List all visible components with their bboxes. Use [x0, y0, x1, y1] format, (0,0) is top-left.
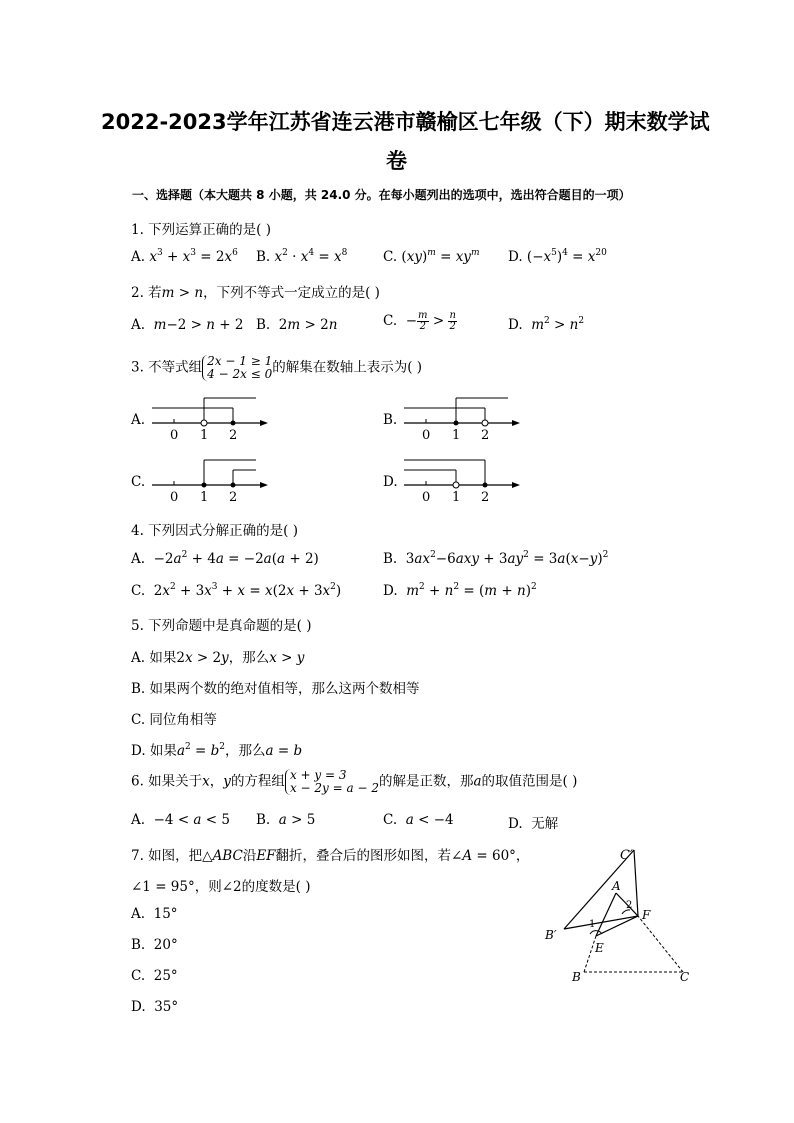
- q6-post1: 的解是正数，那: [378, 773, 474, 790]
- q6-option-a: A. −4 < a < 5: [131, 812, 230, 828]
- q5-a-mid: ，那么: [228, 650, 270, 666]
- q6-post2: 的取值范围是( ): [481, 773, 578, 790]
- question-7-stem-line1: 7. 如图，把△ABC沿EF翻折，叠合后的图形如图，若∠A = 60°，: [131, 848, 530, 864]
- q5-a-pre: A. 如果: [131, 650, 177, 666]
- q4-option-d: D. $m^2 + n^2 = (m + n)^2$: [383, 582, 537, 599]
- q3-option-d-label: D.: [383, 474, 398, 490]
- q6-equation-system: [285, 769, 379, 795]
- q1-b-label: B.: [256, 249, 271, 265]
- label-angle-1: 1: [589, 919, 596, 930]
- q7-option-a: A. 15°: [131, 906, 178, 922]
- question-6-stem: 6. 如果关于x，y的方程组 x + y = 3 x − 2y = a − 2 的解是正数，那a的取值范围是( ): [131, 768, 578, 795]
- q7-option-c: C. 25°: [131, 968, 178, 984]
- q1-a-label: A.: [131, 249, 146, 265]
- q3-option-a-numberline: [148, 393, 270, 445]
- q2-option-d: D. $m^2 > n^2$: [508, 316, 585, 333]
- q1-option-a: A. $x^3 + x^3 = 2x^6$: [131, 248, 238, 265]
- label-c: C: [680, 970, 690, 984]
- q3-pre: 3. 不等式组: [131, 359, 203, 376]
- section-header: 一、选择题（本大题共 8 小题，共 24.0 分。在每小题列出的选项中，选出符合题目的一项）: [132, 188, 631, 202]
- q7-pre: 7. 如图，把: [131, 848, 203, 864]
- q1-d-label: D.: [508, 249, 523, 265]
- q3-post: 的解集在数轴上表示为( ): [272, 359, 423, 376]
- q4-option-c: C. $2x^2 + 3x^3 + x = x(2x + 3x^2)$: [131, 582, 342, 599]
- q3-option-c-label: C.: [131, 474, 146, 490]
- question-2-stem: 2. 若m > n，下列不等式一定成立的是( ): [131, 285, 380, 301]
- q5-option-a: A. 如果2x > 2y，那么x > y: [131, 650, 305, 666]
- tick-2: 2: [229, 428, 238, 443]
- label-c-prime: C′: [620, 848, 633, 863]
- q6-d-text: 无解: [531, 816, 559, 832]
- q3-option-c-numberline: [148, 455, 270, 507]
- q7-mid1: 沿: [242, 848, 257, 864]
- q6-line2: x − 2y = a − 2: [289, 781, 379, 795]
- tick-2: 2: [481, 490, 490, 505]
- q3-inequality-system: [202, 355, 272, 381]
- q7-triangle-figure: [540, 838, 700, 993]
- q3-line1: 2x − 1 ≥ 1: [207, 354, 273, 368]
- q6-option-d: D. 无解: [508, 816, 559, 832]
- page-title-line2: 卷: [386, 149, 407, 173]
- tick-2: 2: [229, 490, 238, 505]
- q6-pre: 6. 如果关于: [131, 773, 203, 790]
- question-3-stem: [131, 355, 422, 381]
- q3-option-a-label: A.: [131, 412, 146, 428]
- tick-0: 0: [170, 490, 179, 505]
- q2-option-a: A. m−2 > n + 2: [131, 317, 244, 333]
- q1-option-d: D. $(-x^5)^4 = x^{20}$: [508, 248, 607, 265]
- q1-option-b: B. $x^2 \cdot x^4 = x^8$: [256, 248, 348, 265]
- question-5-stem: 5. 下列命题中是真命题的是( ): [131, 618, 312, 634]
- q3-option-b-label: B.: [383, 412, 398, 428]
- label-e: E: [595, 941, 604, 955]
- q3-line2: 4 − 2x ≤ 0: [207, 367, 273, 381]
- q3-option-b-numberline: [400, 393, 522, 445]
- q6-line1: x + y = 3: [289, 768, 347, 782]
- q2-option-c: C. − $\frac{m}{2}$ > $\frac{n}{2}$: [383, 310, 456, 332]
- label-a: A: [612, 879, 621, 893]
- q2-post: ，下列不等式一定成立的是( ): [203, 285, 380, 301]
- page-title-line1: 2022-2023学年江苏省连云港市赣榆区七年级（下）期末数学试: [101, 110, 710, 134]
- tick-1: 1: [452, 490, 461, 505]
- q7-a-value: 15°: [153, 906, 178, 922]
- q6-option-b: B. a > 5: [256, 812, 316, 828]
- q5-d-pre: D. 如果: [131, 743, 177, 759]
- q1-option-c: C. $(xy)^m = xy^m$: [383, 248, 480, 265]
- label-b-prime: B′: [545, 928, 557, 942]
- label-b: B: [572, 970, 581, 984]
- q4-option-b: B. $3ax^2-6axy + 3ay^2 = 3a(x-y)^2$: [383, 550, 609, 567]
- tick-0: 0: [170, 428, 179, 443]
- q7-option-d: D. 35°: [131, 999, 179, 1015]
- q5-option-c: C. 同位角相等: [131, 712, 217, 728]
- tick-0: 0: [422, 428, 431, 443]
- question-4-stem: 4. 下列因式分解正确的是( ): [131, 523, 298, 539]
- tick-1: 1: [200, 428, 209, 443]
- q5-option-d: D. 如果$a^2 = b^2$，那么a = b: [131, 742, 303, 759]
- tick-1: 1: [452, 428, 461, 443]
- tick-1: 1: [200, 490, 209, 505]
- question-1-stem: 1. 下列运算正确的是( ): [131, 222, 271, 238]
- q7-option-b: B. 20°: [131, 937, 178, 953]
- q7-d-value: 35°: [154, 999, 179, 1015]
- tick-2: 2: [481, 428, 490, 443]
- tick-0: 0: [422, 490, 431, 505]
- q6-mid: 的方程组: [230, 773, 285, 790]
- q7-line2-post: ，则∠2的度数是( ): [194, 879, 311, 895]
- q1-c-label: C.: [383, 249, 398, 265]
- label-f: F: [642, 908, 651, 922]
- q2-pre: 2. 若: [131, 285, 162, 301]
- q7-c-value: 25°: [153, 968, 178, 984]
- q4-option-a: A. $-2a^2 + 4a = -2a(a + 2)$: [131, 550, 319, 567]
- q7-b-value: 20°: [153, 937, 178, 953]
- q5-option-b: B. 如果两个数的绝对值相等，那么这两个数相等: [131, 681, 420, 697]
- q2-option-b: B. 2m > 2n: [256, 317, 338, 333]
- q7-mid2: 翻折，叠合后的图形如图，若: [275, 848, 452, 864]
- q6-option-c: C. a < −4: [383, 812, 454, 828]
- q3-option-d-numberline: [400, 455, 522, 507]
- question-7-stem-line2: ∠1 = 95°，则∠2的度数是( ): [131, 879, 311, 895]
- label-angle-2: 2: [626, 900, 633, 911]
- q5-d-mid: ，那么: [225, 743, 266, 759]
